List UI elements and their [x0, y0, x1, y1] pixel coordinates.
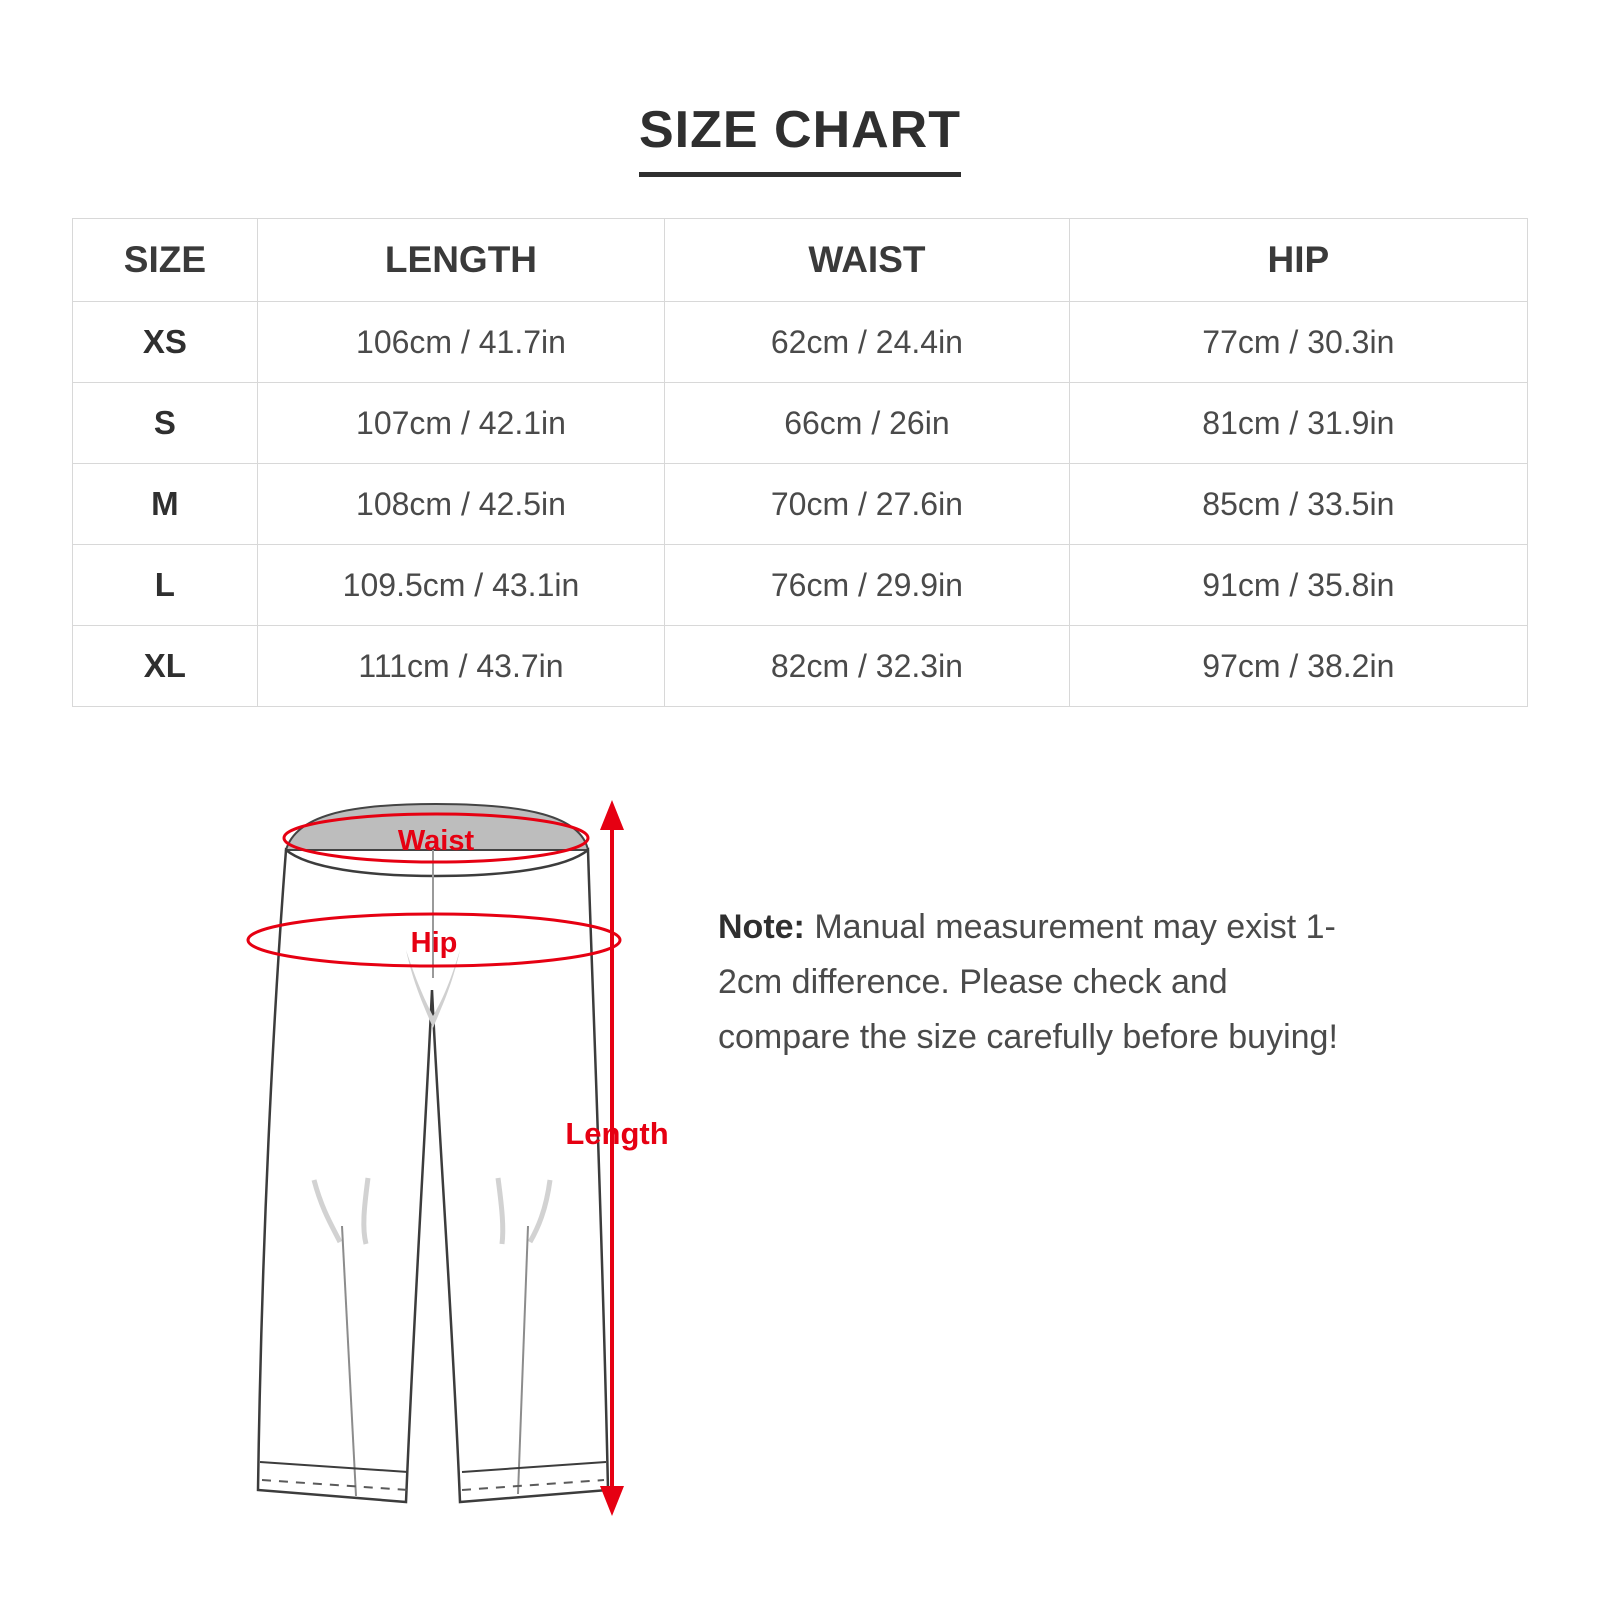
hip-label: Hip	[410, 927, 458, 959]
table-row	[73, 626, 1528, 707]
cell-hip: 85cm / 33.5in	[1069, 464, 1527, 545]
column-header-hip: HIP	[1069, 219, 1527, 302]
cell-hip: 77cm / 30.3in	[1069, 302, 1527, 383]
table-row	[73, 302, 1528, 383]
cell-waist: 76cm / 29.9in	[665, 545, 1069, 626]
note-label: Note:	[718, 908, 805, 946]
table-header-row	[73, 219, 1528, 302]
column-header-length: LENGTH	[257, 219, 664, 302]
page-title-container	[0, 100, 1600, 177]
table-row	[73, 383, 1528, 464]
arrowhead-down-icon	[600, 1486, 624, 1516]
cell-size: S	[73, 383, 258, 464]
cell-waist: 66cm / 26in	[665, 383, 1069, 464]
cell-waist: 62cm / 24.4in	[665, 302, 1069, 383]
cell-waist: 70cm / 27.6in	[665, 464, 1069, 545]
column-header-size: SIZE	[73, 219, 258, 302]
size-chart-table-container	[72, 218, 1528, 707]
cell-hip: 91cm / 35.8in	[1069, 545, 1527, 626]
size-chart-table	[72, 218, 1528, 707]
column-header-waist: WAIST	[665, 219, 1069, 302]
note-body: Manual measurement may exist 1-2cm difference. Please check and compare the size carefully before buying!	[718, 908, 1338, 1057]
cell-length: 108cm / 42.5in	[257, 464, 664, 545]
length-measure-arrow	[556, 798, 696, 1518]
cell-length: 107cm / 42.1in	[257, 383, 664, 464]
note-text-block	[718, 900, 1358, 1065]
cell-length: 106cm / 41.7in	[257, 302, 664, 383]
cell-waist: 82cm / 32.3in	[665, 626, 1069, 707]
cell-length: 109.5cm / 43.1in	[257, 545, 664, 626]
table-row	[73, 545, 1528, 626]
cell-length: 111cm / 43.7in	[257, 626, 664, 707]
cell-size: XS	[73, 302, 258, 383]
cell-hip: 81cm / 31.9in	[1069, 383, 1527, 464]
table-row	[73, 464, 1528, 545]
cell-size: M	[73, 464, 258, 545]
page-title: SIZE CHART	[639, 100, 961, 177]
length-label: Length	[565, 1116, 669, 1151]
cell-hip: 97cm / 38.2in	[1069, 626, 1527, 707]
cell-size: L	[73, 545, 258, 626]
cell-size: XL	[73, 626, 258, 707]
waist-label: Waist	[397, 825, 475, 857]
arrowhead-up-icon	[600, 800, 624, 830]
